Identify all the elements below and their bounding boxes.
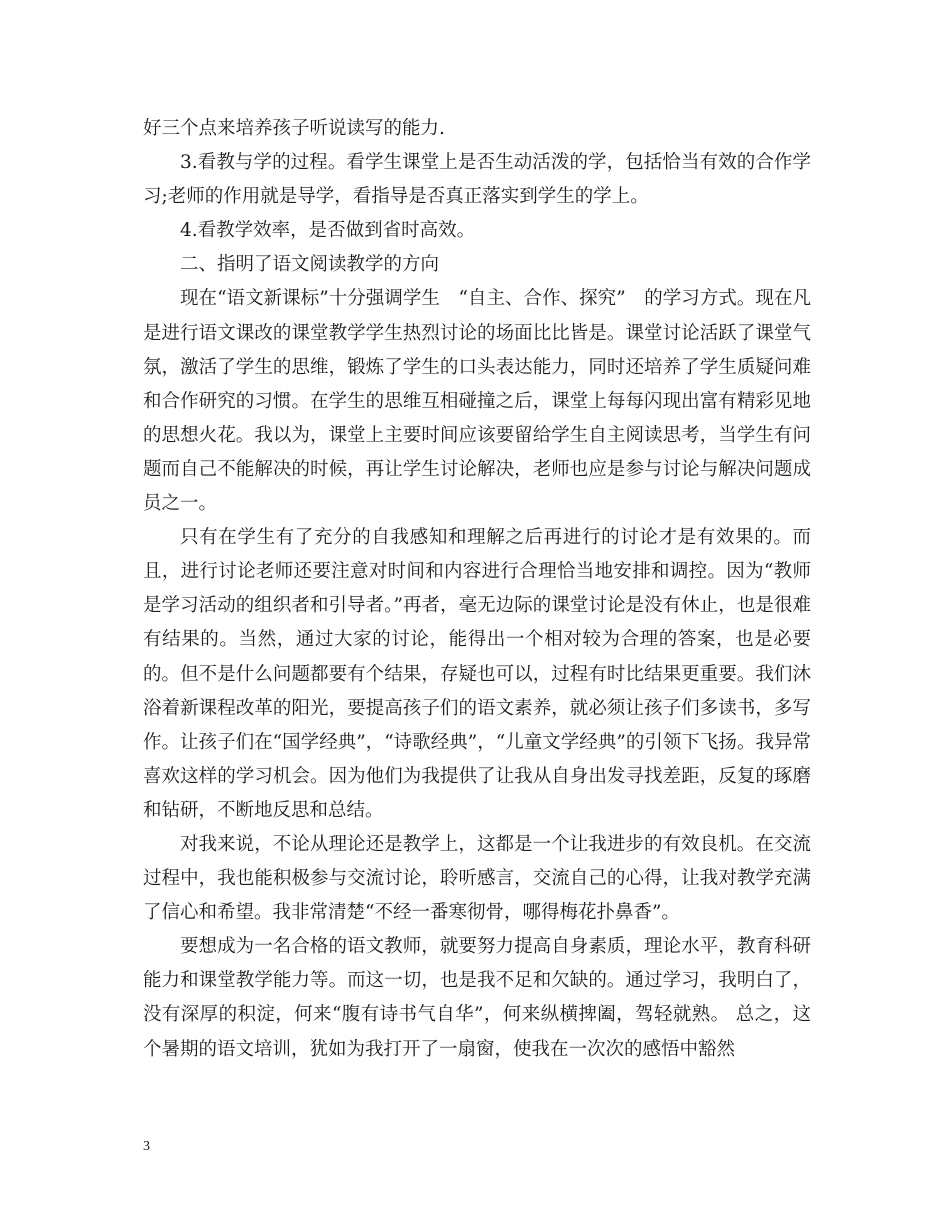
paragraph-curriculum-standard: 现在“语文新课标”十分强调学生 “自主、合作、探究” 的学习方式。现在凡是进行语文课改的课堂教学学生热烈讨论的场面比比皆是。课堂讨论活跃了课堂气氛，激活了学生的思维，锻炼了学生的口头表达能力，同时还培养了学生质疑问难和合作研究的习惯。在学生的思维互相碰撞之后，课堂上每每闪现出富有精彩见地的思想火花。我以为，课堂上主要时间应该要留给学生自主阅读思考，当学生有问题而自己不能解决的时候，再让学生讨论解决，老师也应是参与讨论与解决问题成员之一。 (143, 288, 811, 515)
paragraph-point-3: 3.看教与学的过程。看学生课堂上是否生动活泼的学，包括恰当有效的合作学习;老师的作用就是导学，看指导是否真正落实到学生的学上。 (143, 152, 811, 208)
section-heading-2: 二、指明了语文阅读教学的方向 (180, 254, 440, 276)
paragraph-continuation: 好三个点来培养孩子听说读写的能力. (143, 118, 445, 139)
paragraph-personal-growth: 对我来说，不论从理论还是教学上，这都是一个让我进步的有效良机。在交流过程中，我也能积极参与交流讨论，聆听感言，交流自己的心得，让我对教学充满了信心和希望。我非常清楚“不经一番寒彻骨，哪得梅花扑鼻香”。 (143, 833, 811, 924)
paragraph-point-4: 4.看教学效率，是否做到省时高效。 (180, 220, 476, 242)
page-number: 3 (143, 1139, 150, 1154)
paragraph-qualified-teacher: 要想成为一名合格的语文教师，就要努力提高自身素质，理论水平，教育科研能力和课堂教学能力等。而这一切，也是我不足和欠缺的。通过学习，我明白了，没有深厚的积淀，何来“腹有诗书气自华”，何来纵横捭阖，驾轻就熟。 总之，这个暑期的语文培训，犹如为我打开了一扇窗，使我在一次次的感悟中豁然 (143, 936, 811, 1060)
document-body (143, 112, 811, 1067)
paragraph-discussion: 只有在学生有了充分的自我感知和理解之后再进行的讨论才是有效果的。而且，进行讨论老师还要注意对时间和内容进行合理恰当地安排和调控。因为“教师是学习活动的组织者和引导者。”再者，毫无边际的课堂讨论是没有休止，也是很难有结果的。当然，通过大家的讨论，能得出一个相对较为合理的答案，也是必要的。但不是什么问题都要有个结果，存疑也可以，过程有时比结果更重要。我们沐浴着新课程改革的阳光，要提高孩子们的语文素养，就必须让孩子们多读书，多写作。让孩子们在“国学经典”，“诗歌经典”，“儿童文学经典”的引领下飞扬。我异常喜欢这样的学习机会。因为他们为我提供了让我从自身出发寻找差距，反复的琢磨和钻研，不断地反思和总结。 (143, 527, 811, 821)
